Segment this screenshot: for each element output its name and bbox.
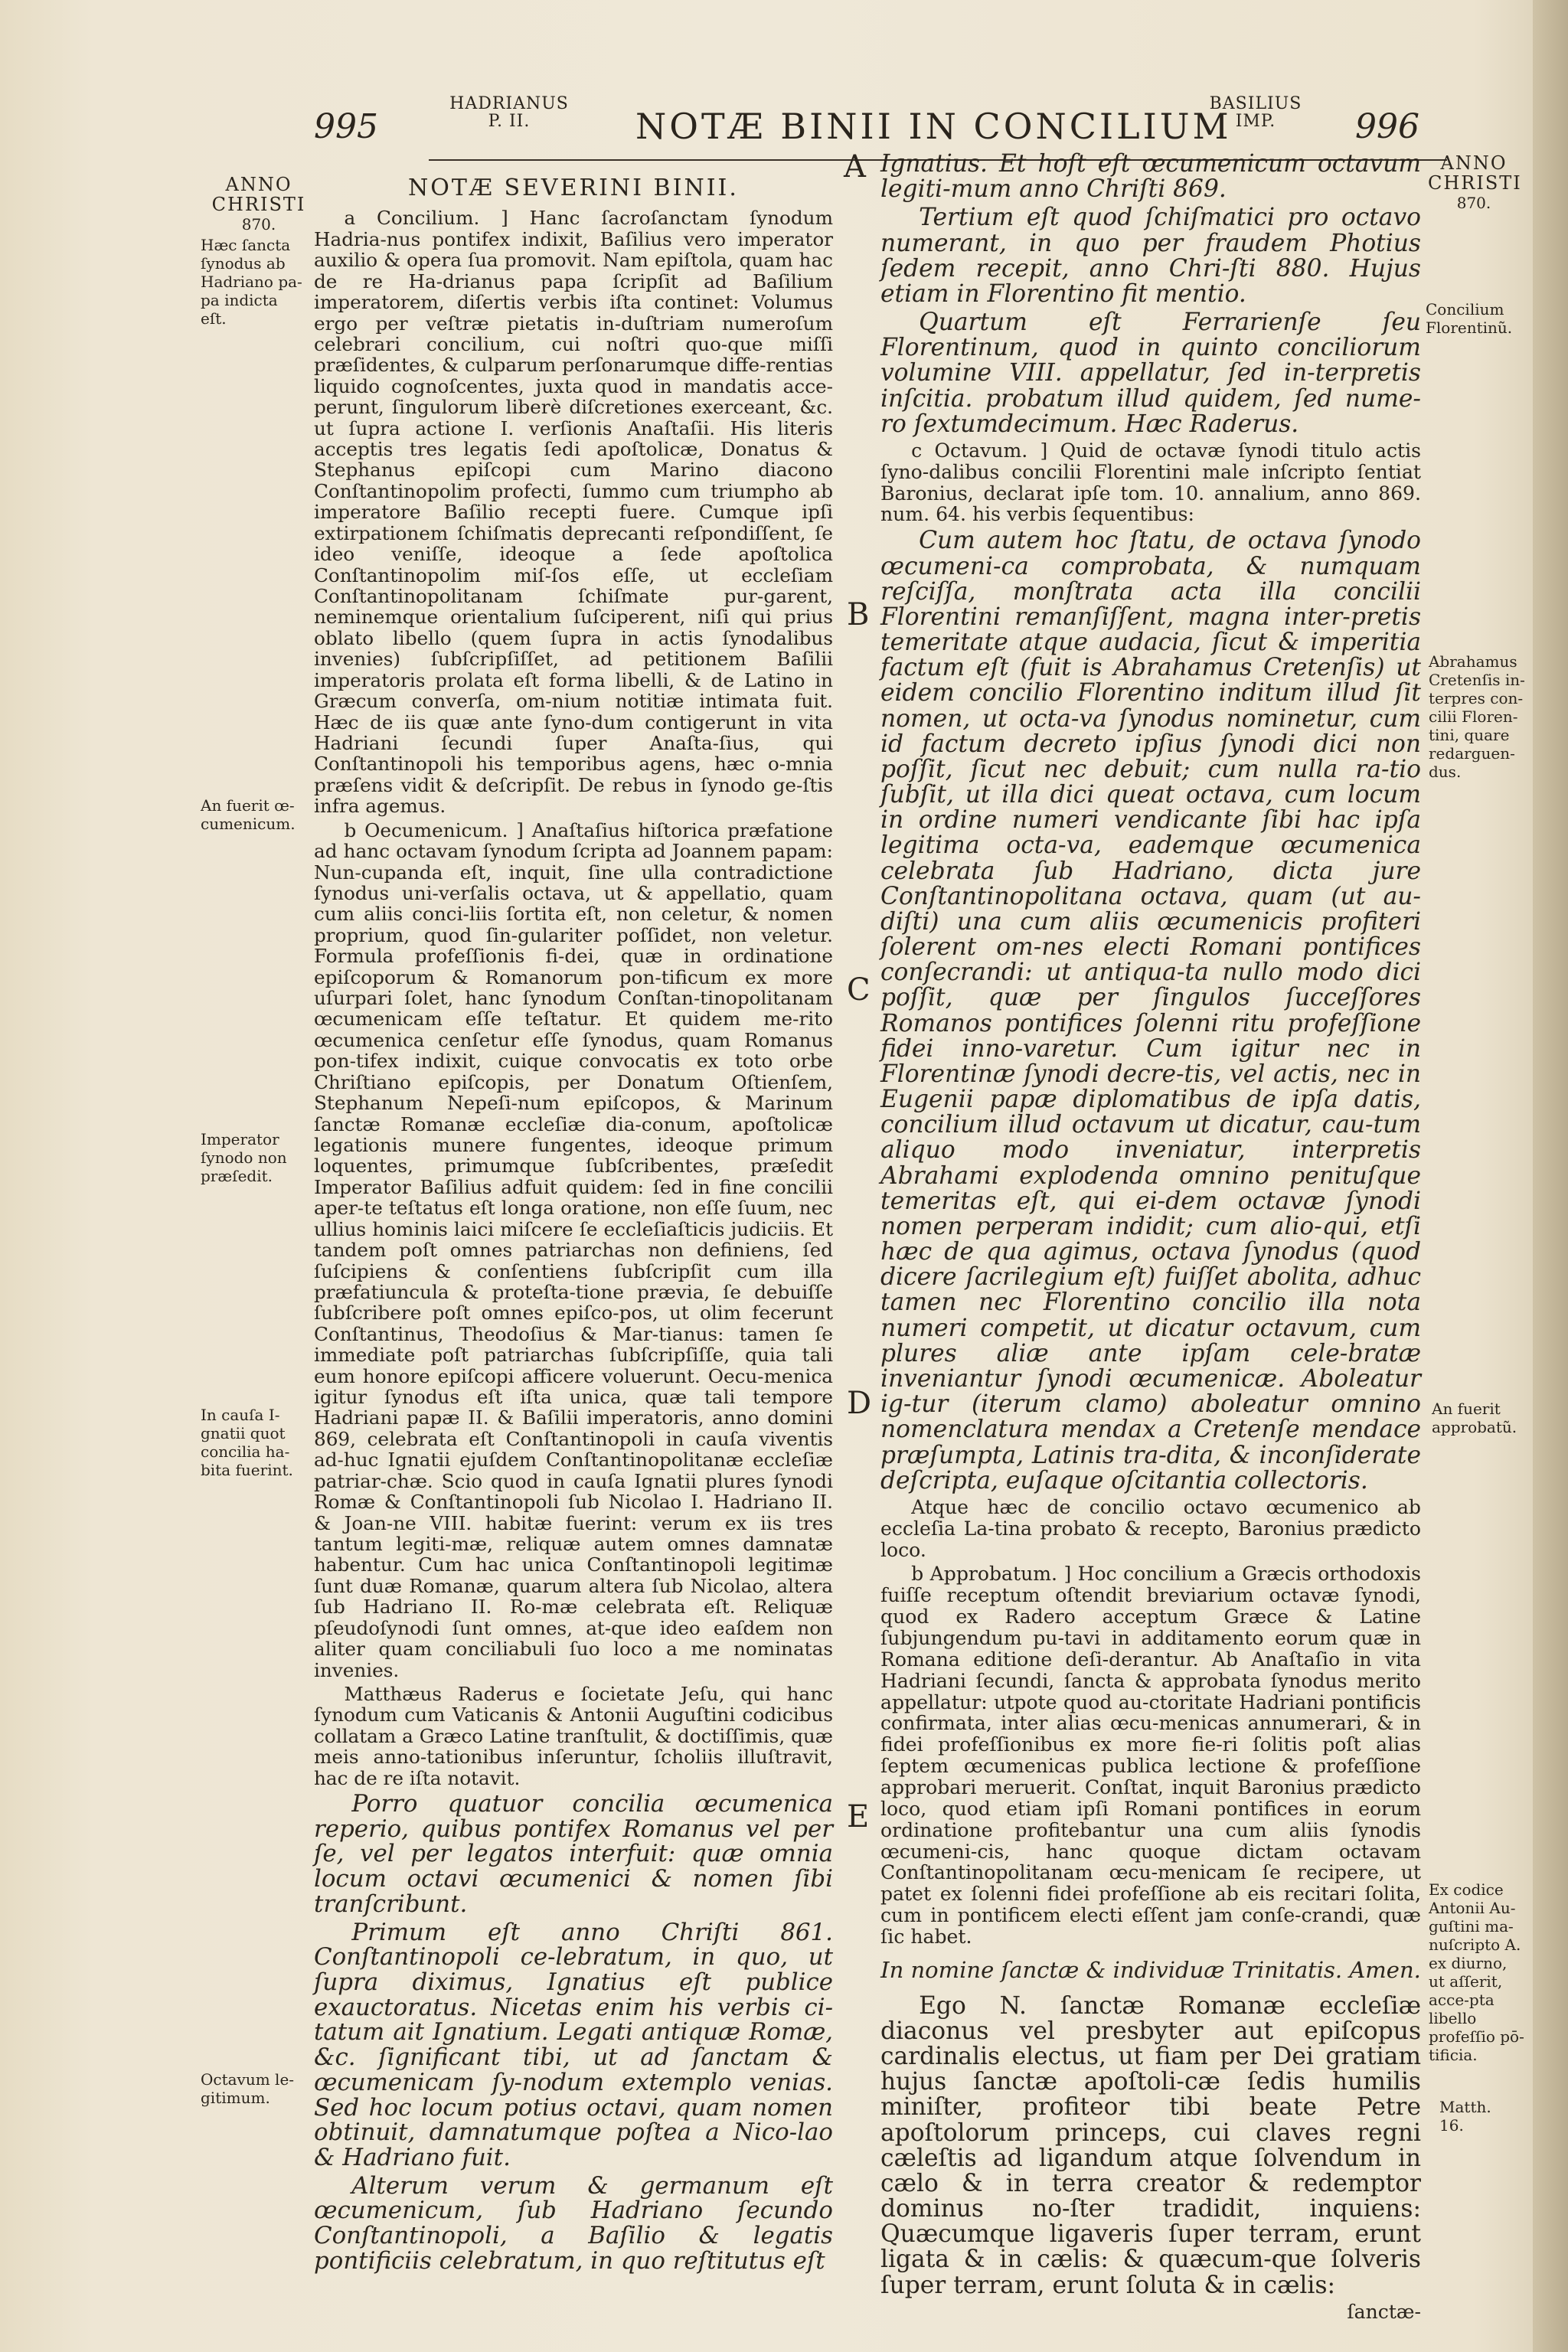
margin-note: Ex codice Antonii Au-guſtini ma-nuſcripto A. ex diurno, ut aſſerit, acce-pta libello profeſſio pō-tificia. — [1429, 1880, 1524, 2064]
anno-year-right: 870. — [1456, 194, 1491, 212]
margin-note: An fuerit œ-cumenicum. — [201, 796, 296, 833]
header-title: NOTÆ BINII IN CONCILIUM — [635, 106, 1232, 147]
page-number-left: 995 — [314, 107, 378, 146]
note-c-octavum: c Octavum. ] Quid de octavæ ſynodi titulo actis ſyno-dalibus concilii Florentini male inſcripto ſentiat Baronius, declarat ipſe tom. 10. annalium, anno 869. num. 64. his verbis ſequentibus: — [880, 439, 1421, 526]
margin-note: An fuerit approbatũ. — [1432, 1400, 1517, 1436]
catchword: ſanctæ- — [1347, 2300, 1421, 2323]
raderus-fourth-council: Quartum eſt Ferrarienſe ſeu Florentinum, quod in quinto conciliorum volumine VIII. appellatur, ſed in-terpretis inſcitia. probatum illud quidem, ſed nume-ro ſextumdecimum. Hæc Raderus. — [880, 309, 1421, 438]
raderus-third-council: Tertium eſt quod ſchiſmatici pro octavo numerant, in quo per fraudem Photius ſedem recepit, anno Chri-ſti 880. Hujus etiam in Florentino fit mentio. — [880, 204, 1421, 308]
raderus-second-council: Alterum verum & germanum eſt œcumenicum, ſub Hadriano ſecundo Conſtantinopoli, a Baſilio & legatis pontificiis celebratum, in quo reſtitutus eſt — [314, 2171, 833, 2275]
margin-note: Hæc ſancta ſynodus ab Hadriano pa-pa indicta eſt. — [201, 236, 302, 328]
anno-christi-right — [1428, 153, 1520, 213]
margin-note: Octavum le-gitimum. — [201, 2070, 295, 2107]
anno-label-right: ANNO CHRISTI — [1428, 152, 1522, 194]
baronius-conclusion: Atque hæc de concilio octavo œcumenico ab eccleſia La-tina probato & recepto, Baronius prædicto loco. — [880, 1495, 1421, 1561]
anno-christi-left — [205, 175, 312, 234]
note-a-concilium: a Concilium. ] Hanc ſacroſanctam ſynodum Hadria-nus pontifex indixit, Baſilius vero imperator auxilio & opera ſua promovit. Nam epiſtola, quam hac de re Ha-drianus papa ſcripſit ad Baſilium imperatorem, diſertis verbis iſta continet: Volumus ergo per veſtræ pietatis in-duſtriam numeroſum celebrari concilium, cui noſtri quo-que miſſi præſidentes, & culparum perſonarumque diffe-rentias liquido cognoſcentes, juxta quod in mandatis acce-perunt, ſingulorum liberè diſcretiones exerceant, &c. ut ſupra actione I. verſionis Anaſtaſii. His literis acceptis tres legatis ſedi apoſtolicæ, Donatus & Stephanus epiſcopi cum Marino diacono Conſtantinopolim profecti, ſummo cum triumpho ab imperatore Baſilio recepti fuere. Cumque ipſi extirpationem ſchiſmatis deprecanti reſpondiſſent, ſe ideo veniſſe, ideoque a ſede apoſtolica Conſtantinopolim miſ-ſos eſſe, ut eccleſiam Conſtantinopolitanam ſchiſmate pur-garent, neminemque orientalium ſuſciperent, niſi qui prius oblato libello (quem ſupra in actis ſynodalibus invenies) ſubſcripſiſſet, ad petitionem Baſilii imperatoris prolata eſt forma libelli, & de Latino in Græcum converſa, om-nium notitiæ intimata fuit. Hæc de iis quæ ante ſyno-dum contigerunt in vita Hadriani ſecundi ſuper Anaſta-ſius, qui Conſtantinopoli his temporibus agens, hæc o-mnia præſens vidit & deſcripſit. De rebus in ſynodo ge-ſtis infra agemus. — [314, 207, 833, 818]
anno-label-left: ANNO CHRISTI — [211, 174, 306, 215]
baronius-quote: Cum autem hoc ſtatu, de octava ſynodo œcumeni-ca comprobata, & numquam reſciſſa, monſtrata acta illa concilii Florentini remanſiſſent, magna inter-pretis temeritate atque audacia, ſicut & imperitia factum eſt (fuit is Abrahamus Cretenſis) ut eidem concilio Florentino inditum illud ſit nomen, ut octa-va ſynodus nominetur, cum id factum decreto ipſius ſynodi dici non poſſit, ſicut nec debuit; cum nulla ra-tio ſubſit, ut illa dici queat octava, cum locum in ordine numeri vendicante ſibi hac ipſa legitima octa-va, eademque œcumenica celebrata ſub Hadriano, dicta jure Conſtantinopolitana octava, quam (ut au-diſti) una cum aliis œcumenicis profiteri ſolerent om-nes electi Romani pontifices conſecrandi: ut antiqua-ta nullo modo dici poſſit, quæ per ſingulos ſucceſſores Romanos pontifices ſolenni ritu profeſſione fidei inno-varetur. Cum igitur nec in Florentinæ ſynodi decre-tis, vel actis, nec in Eugenii papæ diplomatibus de ipſa datis, concilium illud octavum ut dicatur, cau-tum aliquo modo inveniatur, interpretis Abrahami explodenda omnino penituſque temeritas eſt, qui ei-dem octavæ ſynodi nomen perperam indidit; cum alio-qui, etſi hæc de qua agimus, octava ſynodus (quod dicere ſacrilegium eſt) fuiſſet abolita, adhuc tamen nec Florentino concilio illa nota numeri competit, ut dicatur octavum, cum plures aliæ ante ipſam cele-bratæ inveniantur ſynodi œcumenicæ. Aboleatur ig-tur (iterum clamo) aboleatur omnino nomenclatura mendax a Cretenſe mendace præſumpta, Latinis tra-dita, & inconſiderate deſcripta, euſaque oſcitantia collectoris. — [880, 527, 1421, 1494]
invocation: In nomine ſanctæ & individuæ Trinitatis. Amen. — [880, 1956, 1421, 1983]
section-letter-b: B — [847, 597, 870, 632]
anno-year-left: 870. — [241, 215, 276, 234]
raderus-quote: Porro quatuor concilia œcumenica reperio, quibus pontifex Romanus vel per ſe, vel per legatos interfuit: quæ omnia locum octavi œcumenici & nomen ſibi tranſcribunt. — [314, 1790, 833, 1918]
margin-note: In cauſa I-gnatii quot concilia ha-bita fuerint. — [201, 1406, 293, 1479]
header-pope: HADRIANUS P. II. — [449, 94, 569, 132]
raderus-first-council: Primum eſt anno Chriſti 861. Conſtantinopoli ce-lebratum, in quo, ut ſupra diximus, Ignatius eſt publice exauctoratus. Nicetas enim his verbis ci-tatum ait Ignatium. Legati antiquæ Romæ, &c. ſignificant tibi, ut ad ſanctam & œcumenicam ſy-nodum extemplo venias. Sed hoc locum potius octavi, quam nomen obtinuit, damnatumque poſtea a Nico-lao & Hadriano fuit. — [314, 1918, 833, 2171]
section-letter-e: E — [847, 1799, 870, 1834]
right-column — [880, 152, 1421, 2326]
running-header — [314, 92, 1447, 153]
note-approbatum: b Approbatum. ] Hoc concilium a Græcis orthodoxis fuiſſe receptum oſtendit breviarium octavæ ſynodi, quod ex Radero acceptum Græce & Latine ſubjungendum pu-tavi in additamento eorum quæ in Romana editione deſi-derantur. Ab Anaſtaſio in vita Hadriani ſecundi, ſancta & approbata ſynodus merito appellatur: utpote quod au-ctoritate Hadriani pontificis confirmata, inter alias œcu-menicas annumerari, & in fidei profeſſionibus ex more fie-ri ſolitis poſt alias ſeptem œcumenicas publica lectione & profeſſione approbari meruerit. Conſtat, inquit Baronius prædicto loco, quod etiam ipſi Romani pontifices in eorum ordinatione profitebantur una cum aliis ſynodis œcumeni-cis, hanc quoque dictam octavam Conſtantinopolitanam œcu-menicam ſe recipere, ut patet ex ſolenni fidei profeſſione ab eis recitari ſolita, cum in pontificem electi eſſent jam conſe-crandi, quæ ſic habet. — [880, 1563, 1421, 1949]
margin-note: Imperator ſynodo non præſedit. — [201, 1130, 287, 1185]
page-number-right: 996 — [1355, 107, 1419, 146]
page-edge — [1533, 0, 1568, 2352]
left-column — [314, 175, 833, 2276]
margin-note: Abrahamus Cretenſis in-terpres con-cilii Floren-tini, quare redarguen-dus. — [1429, 652, 1525, 781]
raderus-continued: Ignatius. Et hoſt eſt œcumenicum octavum legiti-mum anno Chriſti 869. — [880, 150, 1421, 204]
section-letter-d: D — [847, 1386, 872, 1421]
raderus-paragraph: Matthæus Raderus e ſocietate Jeſu, qui hanc ſynodum cum Vaticanis & Antonii Auguſtini codicibus collatam a Græco Latine tranſtulit, & doctiſſimis, quæ meis anno-tationibus inſeruntur, ſcholiis illuſtravit, hac de re iſta notavit. — [314, 1682, 833, 1789]
note-b-oecumenicum: b Oecumenicum. ] Anaſtaſius hiſtorica præfatione ad hanc octavam ſynodum ſcripta ad Joannem papam: Nun-cupanda eſt, inquit, ſine ulla contradictione ſynodus uni-verſalis octava, ut & appellatio, quam cum aliis conci-liis ſortita eſt, non celetur, & nomen proprium, quod ſin-gulariter poſſidet, non veletur. Formula profeſſionis fi-dei, quæ in ordinatione epiſcoporum & Romanorum pon-tificum ex more uſurpari ſolet, hanc ſynodum Conſtan-tinopolitanam œcumenicam eſſe teſtatur. Et quidem me-rito œcumenica cenſetur eſſe ſynodus, quam Romanus pon-tifex indixit, cuique convocatis ex toto orbe Chriſtiano epiſcopis, per Donatum Oſtienſem, Stephanum Nepeſi-num epiſcopos, & Marinum ſanctæ Romanæ eccleſiæ dia-conum, apoſtolicæ legationis munere fungentes, ideoque primum loquentes, primumque ſubſcribentes, præſedit Imperator Baſilius adfuit quidem: ſed in fine concilii aper-te teſtatus eſt longa oratione, non eſſe ſuum, nec ullius hominis laici miſcere ſe eccleſiaſticis judiciis. Et tandem poſt omnes patriarchas non definiens, ſed ſuſcipiens & conſentiens ſubſcripſit cum illa præfatiuncula & proteſta-tione prævia, ſe debuiſſe ſubſcribere poſt omnes epiſco-pos, ut olim fecerunt Conſtantinus, Theodoſius & Mar-tianus: tamen ſe immediate poſt patriarchas ſubſcripſiſſe, quia tali eum honore epiſcopi afficere voluerunt. Oecu-menica igitur ſynodus eſt iſta unica, quæ tali tempore Hadriani papæ II. & Baſilii imperatoris, anno domini 869, celebrata eſt Conſtantinopoli in cauſa viventis ad-huc Ignatii ejuſdem Conſtantinopolitanæ eccleſiæ patriar-chæ. Scio quod in cauſa Ignatii plures ſynodi Romæ & Conſtantinopoli ſub Nicolao I. Hadriano II. & Joan-ne VIII. habitæ fuerint: verum ex iis tres tantum legiti-mæ, reliquæ autem omnes damnatæ habentur. Cum hac unica Conſtantinopoli legitimæ ſunt duæ Romanæ, quarum altera ſub Nicolao, altera ſub Hadriano II. Ro-mæ celebrata eſt. Reliquæ pſeudoſynodi ſunt omnes, at-que ideo eaſdem non aliter quam conciliabuli ſuo loco a me nominatas invenies. — [314, 818, 833, 1681]
margin-note: Matth. 16. — [1439, 2098, 1491, 2135]
margin-note: Concilium Florentinũ. — [1426, 300, 1513, 337]
profession-oath: Ego N. ſanctæ Romanæ eccleſiæ diaconus vel presbyter aut epiſcopus cardinalis electus, ut fiam per Dei gratiam hujus ſanctæ apoſtoli-cæ ſedis humilis miniſter, profiteor tibi beate Petre apoſtolorum princeps, cui claves regni cæleſtis ad ligandum atque ſolvendum in cælo & in terra creator & redemptor dominus no-ſter tradidit, inquiens: Quæcumque ligaveris ſuper terram, erunt ligata & in cælis: & quæcum-que ſolveris ſuper terram, erunt ſoluta & in cælis: — [880, 1991, 1421, 2299]
section-letter-c: C — [847, 972, 871, 1008]
notes-heading: NOTÆ SEVERINI BINII. — [408, 175, 739, 201]
header-emperor: BASILIUS IMP. — [1209, 94, 1302, 132]
section-letter-a: A — [844, 149, 866, 185]
